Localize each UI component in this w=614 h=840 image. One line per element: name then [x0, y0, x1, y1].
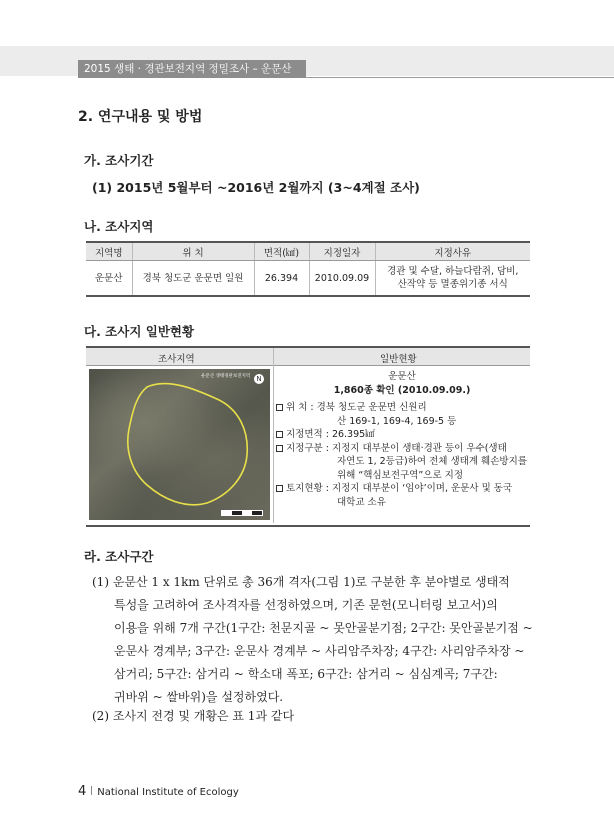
table-cell: 경북 청도군 운문면 일원 [132, 261, 254, 297]
site-name: 운문산 [388, 371, 416, 382]
species-count: 1,860종 확인 (2010.09.09.) [333, 384, 471, 396]
paragraph-line: (2) 조사지 전경 및 개황은 표 1과 같다 [92, 709, 295, 723]
paragraph-line: 이용을 위해 7개 구간(1구간: 천문지골 ~ 못안골분기점; 2구간: 못안골분기점 ~ [114, 621, 533, 635]
segments-paragraph-1 [92, 571, 533, 709]
table-header-cell: 위 치 [132, 242, 254, 261]
location-text: 위 치 : 경북 청도군 운문면 신원리 [286, 402, 427, 413]
checkbox-icon [276, 404, 283, 411]
paragraph-line: (1) 운문산 1 x 1km 단위로 총 36개 격자(그림 1)로 구분한 후 분야별로 생태적 [92, 575, 510, 589]
status-heading: 다. 조사지 일반현황 [84, 324, 195, 339]
page-number: 4 [78, 784, 87, 799]
column-divider [273, 348, 274, 523]
location-cont: 산 169-1, 169-4, 169-5 등 [337, 415, 457, 427]
boundary-outline [89, 369, 270, 520]
col-map-header: 조사지역 [158, 354, 195, 365]
land-text: 토지현황 : 지정지 대부분이 ‘임야’이며, 운문사 및 동국 [286, 483, 513, 494]
satellite-map-image [89, 369, 270, 520]
area-table [86, 241, 530, 297]
period-heading: 가. 조사기간 [84, 153, 154, 168]
section-title: 2. 연구내용 및 방법 [78, 109, 203, 125]
table-header-cell: 지역명 [86, 242, 132, 261]
category-cont: 위해 “핵심보전구역”으로 지정 [337, 469, 464, 481]
table-header-cell: 지정사유 [375, 242, 530, 261]
paragraph-line: 특성을 고려하여 조사격자를 선정하였으며, 기존 문헌(모니터링 보고서)의 [114, 598, 498, 612]
header-rule [306, 77, 614, 78]
general-status [276, 369, 528, 509]
table-header-row [86, 242, 530, 261]
land-cont: 대학교 소유 [337, 496, 386, 508]
checkbox-icon [276, 445, 283, 452]
checkbox-icon [276, 485, 283, 492]
table-header-cell: 지정일자 [309, 242, 375, 261]
table-cell: 26.394 [254, 261, 309, 297]
footer-divider [91, 786, 92, 795]
footer-org: National Institute of Ecology [97, 787, 239, 798]
area-row [276, 428, 528, 442]
map-title: 운문산 생태경관보전지역 [201, 374, 251, 379]
area-heading: 나. 조사지역 [84, 219, 154, 234]
category-text: 지정구분 : 지정지 대부분이 생태·경관 등이 우수(생태 [286, 442, 507, 454]
table-row [86, 261, 530, 297]
table-cell: 운문산 [86, 261, 132, 297]
status-table [86, 346, 530, 527]
category-cont: 자연도 1, 2등급)하여 전체 생태계 훼손방지를 [337, 456, 527, 467]
checkbox-icon [276, 431, 283, 438]
running-title: 2015 생태 · 경관보전지역 정밀조사 – 운문산 [78, 60, 306, 78]
reason-line: 산작약 등 멸종위기종 서식 [397, 279, 508, 290]
table-cell-reason [375, 261, 530, 297]
col-info-header: 일반현황 [380, 354, 417, 365]
paragraph-line: 운문사 경계부; 3구간: 운문사 경계부 ~ 사리암주차장; 4구간: 사리암주차장 ~ [114, 644, 525, 658]
page-footer [78, 784, 239, 799]
segments-paragraph-2 [92, 705, 294, 728]
scale-bar [221, 510, 263, 516]
status-table-header [86, 348, 530, 366]
area-text: 지정면적 : 26.395㎢ [286, 429, 375, 440]
compass-icon: N [254, 374, 264, 384]
reason-line: 경관 및 수달, 하늘다람쥐, 담비, [387, 266, 519, 277]
table-header-cell: 면적(㎢) [254, 242, 309, 261]
paragraph-line: 귀바위 ~ 쌀바위)을 설정하였다. [114, 690, 284, 704]
paragraph-line: 삼거리; 5구간: 삼거리 ~ 학소대 폭포; 6구간: 삼거리 ~ 심심계곡; 7구간: [114, 667, 498, 681]
period-text: (1) 2015년 5월부터 ~2016년 2월까지 (3~4계절 조사) [92, 180, 420, 195]
table-cell: 2010.09.09 [309, 261, 375, 297]
category-row [276, 442, 528, 456]
location-row [276, 401, 528, 415]
segments-heading: 라. 조사구간 [84, 549, 154, 564]
land-row [276, 482, 528, 496]
